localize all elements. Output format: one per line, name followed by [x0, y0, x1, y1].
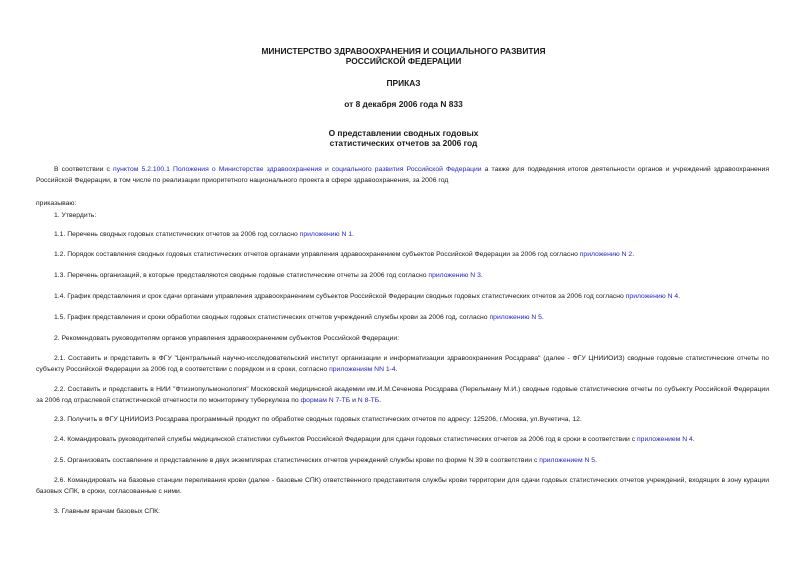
item-1-5	[36, 312, 769, 323]
item-1-4-period: .	[678, 293, 681, 300]
item-2-5-text: 2.5. Организовать составление и представление в двух экземплярах статистических отчетов учреждений службы крови по форме N 39 в соответствии с	[54, 457, 540, 464]
item-2-2-period: .	[379, 397, 382, 404]
appendix-3-link[interactable]: приложению N 3	[428, 272, 481, 279]
appendix-5-link[interactable]: приложению N 5	[489, 314, 542, 321]
form-8tb-link[interactable]: N 8-ТБ	[357, 397, 380, 404]
item-2-2-text: 2.2. Составить и представить в НИИ "Фтизиопульмонология" Московской медицинской академии им.И.М.Сеченова Росздрава (Перельману М.И.) сводные годовые статистические отчеты по субъекту Российской Федерации за 2006 год отраслевой статистической отчетности по мониторингу туберкулеза по	[36, 386, 769, 404]
appendix-4-link[interactable]: приложению N 4	[625, 293, 679, 300]
document-title-line2: статистических отчетов за 2006 год	[329, 138, 478, 148]
appendix-4-link-2[interactable]: приложением N 4	[636, 436, 693, 443]
item-1-2	[36, 249, 769, 260]
item-1-2-period: .	[632, 251, 635, 258]
item-2-text: 2. Рекомендовать руководителям органов управления здравоохранением субъектов Российской Федерации:	[54, 335, 400, 342]
ministry-title-line2: РОССИЙСКОЙ ФЕДЕРАЦИИ	[345, 56, 462, 66]
item-1-2-text: 1.2. Порядок составления сводных годовых статистических отчетов органами управления здравоохранением субъектов Российской Федерации за 2006 год согласно	[54, 251, 580, 258]
appendices-1-4-link[interactable]: приложениям NN 1-4	[329, 366, 396, 373]
item-2-4	[36, 434, 769, 445]
item-2-1	[36, 353, 769, 375]
item-1-3-text: 1.3. Перечень организаций, в которые представляются сводные годовые статистические отчеты за 2006 год согласно	[54, 272, 429, 279]
appendix-5-link-2[interactable]: приложением N 5	[539, 457, 596, 464]
document-title-line1: О представлении сводных годовых	[328, 128, 479, 138]
item-2-4-period: .	[692, 436, 695, 443]
item-2-1-period: .	[395, 366, 398, 373]
item-1-1-text: 1.1. Перечень сводных годовых статистических отчетов за 2006 год согласно	[54, 231, 300, 238]
document-date-number: от 8 декабря 2006 года N 833	[344, 99, 463, 109]
appendix-2-link[interactable]: приложению N 2	[579, 251, 633, 258]
appendix-1-link[interactable]: приложению N 1	[299, 231, 353, 238]
item-1-4-text: 1.4. График представления и срок сдачи органами управления здравоохранением субъектов Российской Федерации сводных годовых статистических отчетов за 2006 год согласно	[54, 293, 626, 300]
preamble-paragraph	[36, 164, 769, 186]
item-3-text: 3. Главным врачам базовых СПК:	[54, 508, 161, 515]
item-1-5-period: .	[541, 314, 544, 321]
item-3	[36, 506, 769, 517]
item-1-4	[36, 291, 769, 302]
item-1-3	[36, 270, 769, 281]
preamble-text-a: В соответствии с	[54, 166, 114, 173]
item-2-3-text: 2.3. Получить в ФГУ ЦНИИОИЗ Росздрава программный продукт по обработке сводных годовых статистических отчетов по адресу: 125206, г.Москва, ул.Вучетича, 12.	[54, 416, 582, 423]
item-2-1-text: 2.1. Составить и представить в ФГУ "Центральный научно-исследовательский институт организации и информатизации здравоохранения Росздрава" (далее - ФГУ ЦНИИОИЗ) сводные годовые статистические отчеты по субъекту Российской Федерации за 2006 год в соответствии с порядком и в сроки, согласно	[36, 355, 769, 373]
preamble-text-b: а также для подведения итогов деятельности органов и учреждений здравоохранения Российской Федерации, в том числе по реализации приоритетного национального проекта в сфере здравоохранения, за 2006 год	[36, 166, 770, 184]
item-2-5	[36, 455, 769, 466]
item-1-1-period: .	[352, 231, 354, 238]
form-7tb-link[interactable]: формам N 7-ТБ	[300, 397, 351, 404]
item-1-text: 1. Утвердить:	[54, 212, 97, 219]
item-1-5-text: 1.5. График представления и сроки обработки сводных годовых статистических отчетов учреждений службы крови за 2006 год, согласно	[54, 314, 490, 321]
order-word: приказываю:	[36, 200, 77, 207]
item-1	[36, 210, 769, 221]
regulation-link[interactable]: пунктом 5.2.100.1 Положения о Министерстве здравоохранения и социального развития Российской Федерации	[113, 166, 482, 173]
item-2-2	[36, 384, 769, 406]
item-2-6	[36, 475, 769, 497]
item-2-6-text: 2.6. Командировать на базовые станции переливания крови (далее - базовые СПК) ответственного представителя службы крови территории для сдачи годовых статистических отчетов учреждений, входящих в зону курации базовых СПК, в сроки, согласованные с ними.	[36, 477, 769, 495]
item-1-1	[36, 229, 769, 240]
document-type: ПРИКАЗ	[386, 78, 421, 88]
item-2-2-and: и	[350, 397, 358, 404]
item-2-3	[36, 414, 769, 425]
item-2	[36, 333, 769, 344]
item-2-4-text: 2.4. Командировать руководителей службы медицинской статистики субъектов Российской Федерации для сдачи годовых статистических отчетов за 2006 год в сроки в соответствии с	[54, 436, 637, 443]
ministry-title-line1: МИНИСТЕРСТВО ЗДРАВООХРАНЕНИЯ И СОЦИАЛЬНОГО РАЗВИТИЯ	[261, 46, 546, 56]
item-1-3-period: .	[480, 272, 483, 279]
item-2-5-period: .	[595, 457, 597, 464]
